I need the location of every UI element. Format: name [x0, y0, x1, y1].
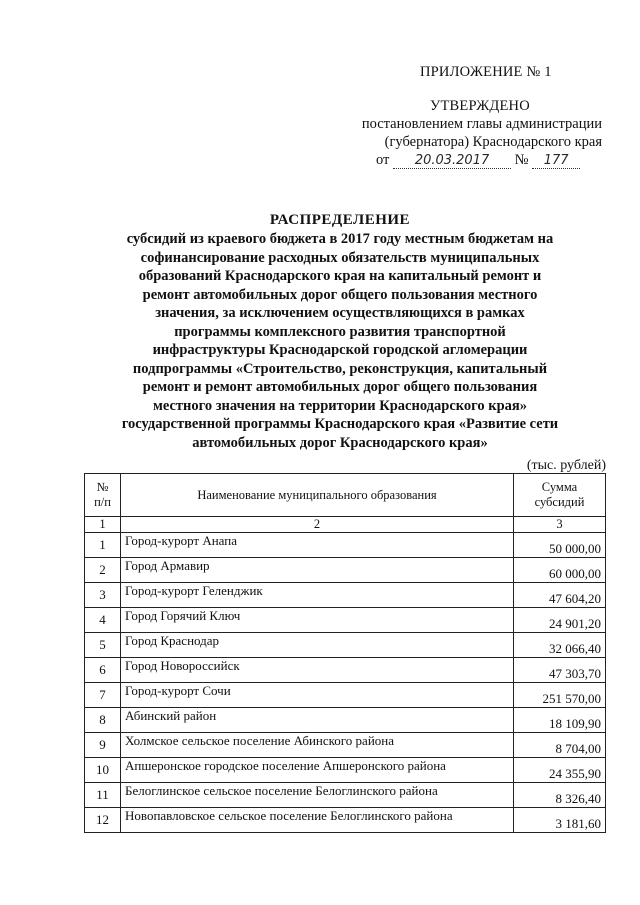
- handwritten-number: 177: [532, 153, 580, 169]
- row-number: 10: [85, 758, 121, 783]
- row-number: 9: [85, 733, 121, 758]
- table-row: [85, 708, 606, 733]
- subsidy-amount: 47 303,70: [514, 658, 606, 683]
- subtitle-line: ремонт и ремонт автомобильных дорог общего пользования: [142, 379, 538, 395]
- table-row: [85, 683, 606, 708]
- subsidy-amount: 47 604,20: [514, 583, 606, 608]
- row-number: 4: [85, 608, 121, 633]
- table-header-row: [85, 474, 606, 517]
- column-header-number: [85, 474, 121, 517]
- subtitle-line: субсидий из краевого бюджета в 2017 году местным бюджетам на: [126, 231, 554, 247]
- row-number: 6: [85, 658, 121, 683]
- table-row: [85, 633, 606, 658]
- municipality-name: Новопавловское сельское поселение Белоглинского района: [121, 808, 514, 833]
- column-number: 2: [121, 517, 514, 533]
- subsidy-amount: 32 066,40: [514, 633, 606, 658]
- municipality-name: Белоглинское сельское поселение Белоглинского района: [121, 783, 514, 808]
- subsidy-amount: 24 901,20: [514, 608, 606, 633]
- column-number: 3: [514, 517, 606, 533]
- column-header-number-line2: п/п: [94, 495, 111, 509]
- column-header-sum-line1: Сумма: [541, 480, 578, 494]
- row-number: 11: [85, 783, 121, 808]
- municipality-name: Город Армавир: [121, 558, 514, 583]
- subtitle-line: местного значения на территории Краснодарского края»: [152, 397, 528, 414]
- municipality-name: Город Новороссийск: [121, 658, 514, 683]
- row-number: 8: [85, 708, 121, 733]
- units-label: (тыс. рублей): [526, 458, 606, 473]
- subsidy-amount: 24 355,90: [514, 758, 606, 783]
- table-row: [85, 533, 606, 558]
- decree-date-row: [376, 152, 580, 169]
- table-row: [85, 558, 606, 583]
- column-number: 1: [85, 517, 121, 533]
- subsidy-amount: 8 326,40: [514, 783, 606, 808]
- column-header-sum-line2: субсидий: [534, 495, 585, 509]
- column-numbers-row: [85, 517, 606, 533]
- municipality-name: Город-курорт Сочи: [121, 683, 514, 708]
- subtitle-line: государственной программы Краснодарского края «Развитие сети: [121, 416, 559, 432]
- subtitle-line: значения, за исключением осуществляющихся в рамках: [155, 305, 525, 321]
- municipality-name: Апшеронское городское поселение Апшеронского района: [121, 758, 514, 783]
- subsidy-amount: 50 000,00: [514, 533, 606, 558]
- subsidy-amount: 18 109,90: [514, 708, 606, 733]
- table-row: [85, 583, 606, 608]
- handwritten-date: 20.03.2017: [393, 153, 511, 169]
- row-number: 7: [85, 683, 121, 708]
- row-number: 2: [85, 558, 121, 583]
- subtitle-line: автомобильных дорог Краснодарского края»: [192, 434, 488, 451]
- row-number: 1: [85, 533, 121, 558]
- table-row: [85, 658, 606, 683]
- row-number: 3: [85, 583, 121, 608]
- subtitle-line: инфраструктуры Краснодарской городской агломерации: [152, 342, 528, 358]
- subsidy-amount: 3 181,60: [514, 808, 606, 833]
- subsidy-amount: 60 000,00: [514, 558, 606, 583]
- subsidy-amount: 8 704,00: [514, 733, 606, 758]
- approved-label: УТВЕРЖДЕНО: [430, 98, 530, 114]
- row-number: 12: [85, 808, 121, 833]
- table-row: [85, 608, 606, 633]
- subtitle-line: подпрограммы «Строительство, реконструкция, капитальный: [132, 360, 548, 377]
- column-header-number-line1: №: [96, 480, 109, 494]
- subsidy-amount: 251 570,00: [514, 683, 606, 708]
- row-number: 5: [85, 633, 121, 658]
- date-prefix: от: [376, 152, 390, 168]
- subtitle-line: образований Краснодарского края на капитальный ремонт и: [138, 268, 542, 284]
- municipality-name: Город Краснодар: [121, 633, 514, 658]
- subtitle-line: программы комплексного развития транспортной: [174, 323, 506, 340]
- subtitle-line: ремонт автомобильных дорог общего пользования местного: [142, 286, 538, 303]
- document-subtitle: [80, 230, 600, 452]
- subsidy-table: [84, 473, 606, 833]
- municipality-name: Город-курорт Анапа: [121, 533, 514, 558]
- column-header-sum: [514, 474, 606, 517]
- table-row: [85, 733, 606, 758]
- document-title: РАСПРЕДЕЛЕНИЕ: [269, 212, 411, 228]
- appendix-label: ПРИЛОЖЕНИЕ № 1: [420, 64, 552, 80]
- municipality-name: Город-курорт Геленджик: [121, 583, 514, 608]
- column-header-name: Наименование муниципального образования: [121, 474, 514, 517]
- approved-by-line-2: (губернатора) Краснодарского края: [384, 134, 602, 150]
- municipality-name: Абинский район: [121, 708, 514, 733]
- table-row: [85, 758, 606, 783]
- approved-by-line-1: постановлением главы администрации: [361, 116, 602, 132]
- municipality-name: Город Горячий Ключ: [121, 608, 514, 633]
- table-row: [85, 783, 606, 808]
- table-row: [85, 808, 606, 833]
- municipality-name: Холмское сельское поселение Абинского района: [121, 733, 514, 758]
- subtitle-line: софинансирование расходных обязательств муниципальных: [140, 249, 540, 266]
- number-prefix: №: [514, 152, 529, 168]
